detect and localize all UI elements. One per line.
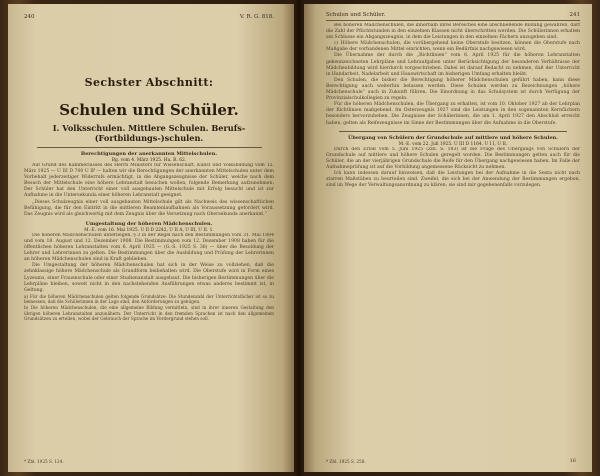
right-running-head-text: Schulen und Schüler. — [326, 12, 386, 18]
paragraph: Die höheren Mädchenschulen unterliegen, § 3 in der Regel nach den Bestimmungen vom 31. Mai 1894 und vom 18. August und 12. Dezember 1908. Die Bestimmungen vom 12. Dezember 1908 haben für die öffentlichen höheren Lehranstalten vom 6. April 1925 — (G.-S. 1925 S. 36) — über die Besoldung der Lehrer und Lehrerinnen zu gelten. Die Bestimmungen über die Ausbildung und Prüfung der Lehrerinnen an höheren Mädchenschulen sind in Kraft geblieben. — [24, 232, 274, 263]
paragraph: Für die höheren Mädchenschulen, die Übergang zu erhalten, ist vom 10. Oktober 1927 ab der Lehrplan der Richtlinien maßgebend. Im Osterzeugnis 1927 sind die Leistungen in den sogenannten Kernfächern besonders hervorzuheben. Die Zeugnisse der Schülerinnen, die am 1. April 1927 den Abschluß erreicht haben, gelten als Reifezeugnisse im Sinne der Bestimmungen über die Aufnahme in die Oberstufe. — [326, 102, 580, 126]
subheading-mittelschulen: Berechtigungen der anerkannten Mittelschulen. — [80, 151, 218, 157]
subheading-uebergang: Übergang von Schülern der Grundschule auf mittlere und höhere Schulen. — [347, 134, 559, 141]
section-title: Sechster Abschnitt: — [84, 76, 214, 89]
paragraph: b) Die höheren Mädchenschulen, die eine allgemeine Bildung vermitteln, sind in ihrer inneren Gestaltung den übrigen höheren Lehranstalten anzunähern. Der Unterricht in den fremden Sprachen ist nach den allgemeinen Grundsätzen zu erteilen, wobei der Gebrauch der Sprache im Vordergrund stehen soll. — [24, 304, 274, 322]
left-page-content — [24, 14, 274, 322]
book-gutter — [294, 0, 304, 476]
paragraph: Den Schulen, die bisher die Berechtigung höherer Mädchenschulen geführt haben, kann diese Berechtigung auch weiterhin belassen werden. Diese Schulen werden zu Bezeichnungen „höhere Mädchenschule“ auch in Zukunft führen. Die Einordnung in das Schulsystem ist durch Verfügung der Provinzialschulkollegien zu regeln. — [326, 77, 580, 102]
subheading-maedchenschulen: Umgestaltung der höheren Mädchenschulen. — [85, 220, 213, 227]
subheading-maedchenschulen-ref: M.-E. vom 16. Mai 1925. U II D 2242, U II A, U III, U II. 1. — [84, 227, 214, 233]
paragraph: Auf Grund des Kammerlasses des Herrn Ministers für Wissenschaft, Kunst und Volksbildung vom 12. März 1925 — U III D 700 U IP — halten wir die Berechtigungen der anerkannten Mittelschulen unter dem Vorbehalt jederzeitiger Widerrufs ermächtigt, in die Abgangszeugnisse der Schüler, welche nach dem Besuch der Mittelschule eine höhere Lehranstalt besuchen wollen, folgende Bemerkung aufzunehmen: Der Schüler hat den Unterricht einer voll ausgebauten Mittelschule mit Erfolg besucht und ist zur Aufnahme in die Untersekunda einer höheren Lehranstalt geeignet. — [24, 163, 274, 199]
paragraph: Ich kann indessen darauf hinweisen, daß die Leistungen bei der Aufnahme in die Sexta nicht nach starren Maßstäben zu beurteilen sind. Zweifel, die sich bei der Anwendung der Bestimmungen ergeben, sind im Wege der Verwaltungsanordnung zu klären; sie sind mir gegebenenfalls vorzulegen. — [326, 170, 580, 189]
left-footnote: * Zbl. 1925 S. 124. — [24, 459, 64, 464]
paragraph: c) Höhere Mädchenschulen, die vorübergehend keine Oberstufe besitzen, können die Oberstufe nach Maßgabe der vorhandenen Mittel einrichten, wenn ein Bedürfnis nachgewiesen wird. — [326, 41, 580, 53]
title-divider — [37, 147, 262, 148]
paragraph: a) Für die höheren Mädchenschulen gelten folgende Grundsätze: Die Stundenzahl der Unterrichtsfächer ist so zu bemessen, daß die Schülerinnen in der Lage sind, den Anforderungen zu genügen. — [24, 293, 274, 305]
right-page-content — [326, 12, 580, 189]
right-footnote: * Zbl. 1925 S. 258. — [326, 459, 366, 464]
section-divider — [339, 131, 568, 132]
paragraph: Bei höheren Mädchenschulen, die innerhalb ihres Bereiches eine abschließende Bildung gewähren, darf die Zahl der Pflichtstunden in den einzelnen Klassen nicht überschritten werden. Die Schülerinnen erhalten am Schlusse ein Abgangszeugnis, in dem die Leistungen in den einzelnen Fächern anzugeben sind. — [326, 23, 580, 41]
paragraph: Die Übernahme der durch die „Richtlinien“ vom 6. April 1925 für die höheren Lehranstalten gekennzeichneten Lehrpläne und Lehraufgaben unter Berücksichtigung der besonderen Verhältnisse der Mädchenbildung wird hierdurch vorgeschrieben. Dabei ist darauf Bedacht zu nehmen, daß der Unterricht in Handarbeit, Nadelarbeit und Hauswirtschaft im bisherigen Umfang erhalten bleibt. — [326, 53, 580, 77]
subheading-uebergang-ref: M.-E. vom 22. Juli 1925. U III D 1164. U I I, U II. — [398, 141, 508, 147]
chapter-title: I. Volksschulen. Mittlere Schulen. Berufs-(Fortbildungs-)schulen. — [52, 123, 246, 143]
main-title: Schulen und Schüler. — [59, 101, 239, 119]
left-running-head — [24, 14, 274, 20]
paragraph: Durch den Erlaß vom 5. Juni 1925 (Zbl. S. 183) ist die Frage des Übergangs von Schülern der Grundschule auf mittlere und höhere Schulen geregelt worden. Die Bestimmungen gelten auch für die Schüler, die an der vierjährigen Grundschule die Reife für den Übergang nachgewiesen haben. Im Falle der Aufnahmeprüfung ist auf die Vorbildung angemessene Rücksicht zu nehmen. — [326, 146, 580, 170]
left-body-block-1 — [24, 163, 274, 218]
left-page — [8, 4, 294, 472]
paragraph: „Dieses Schulzeugnis einer voll ausgebauten Mittelschule gilt als Nachweis des wissenschaftlichen Befähigung, die für den Eintritt in die mittleren Beamtenlaufbahnen als Voraussetzung gefordert wird. Das Zeugnis wird als gleichwertig mit dem Zeugnis über die Versetzung nach Obersekunda anerkannt.“ — [24, 199, 274, 217]
right-body-block-1 — [326, 23, 580, 127]
right-running-head — [326, 12, 580, 18]
left-page-number: 240 — [24, 14, 35, 20]
right-page-number: 241 — [569, 12, 580, 18]
left-body-block-2 — [24, 233, 274, 322]
running-head-rule — [326, 20, 580, 21]
subheading-mittelschulen-ref: Bg. vom 4. März 1925. Hu. R. 62. — [111, 158, 187, 163]
right-body-block-2 — [326, 147, 580, 190]
right-page — [304, 4, 592, 472]
signature-mark: 16 — [569, 458, 576, 464]
paragraph: Die Umgestaltung der höheren Mädchenschulen hat sich in der Weise zu vollziehen, daß die zehnklassige höhere Mädchenschule als Grundform beibehalten wird. Die Oberstufe wird in Form eines Lyzeums, einer Frauenschule oder einer Studienanstalt ausgebaut. Die bisherigen Bestimmungen über die Lehrpläne bleiben, soweit nicht in den nachstehenden Ausführungen etwas anderes bestimmt ist, in Geltung. — [24, 263, 274, 293]
left-running-head-text: V. R. G. 818. — [239, 14, 274, 20]
